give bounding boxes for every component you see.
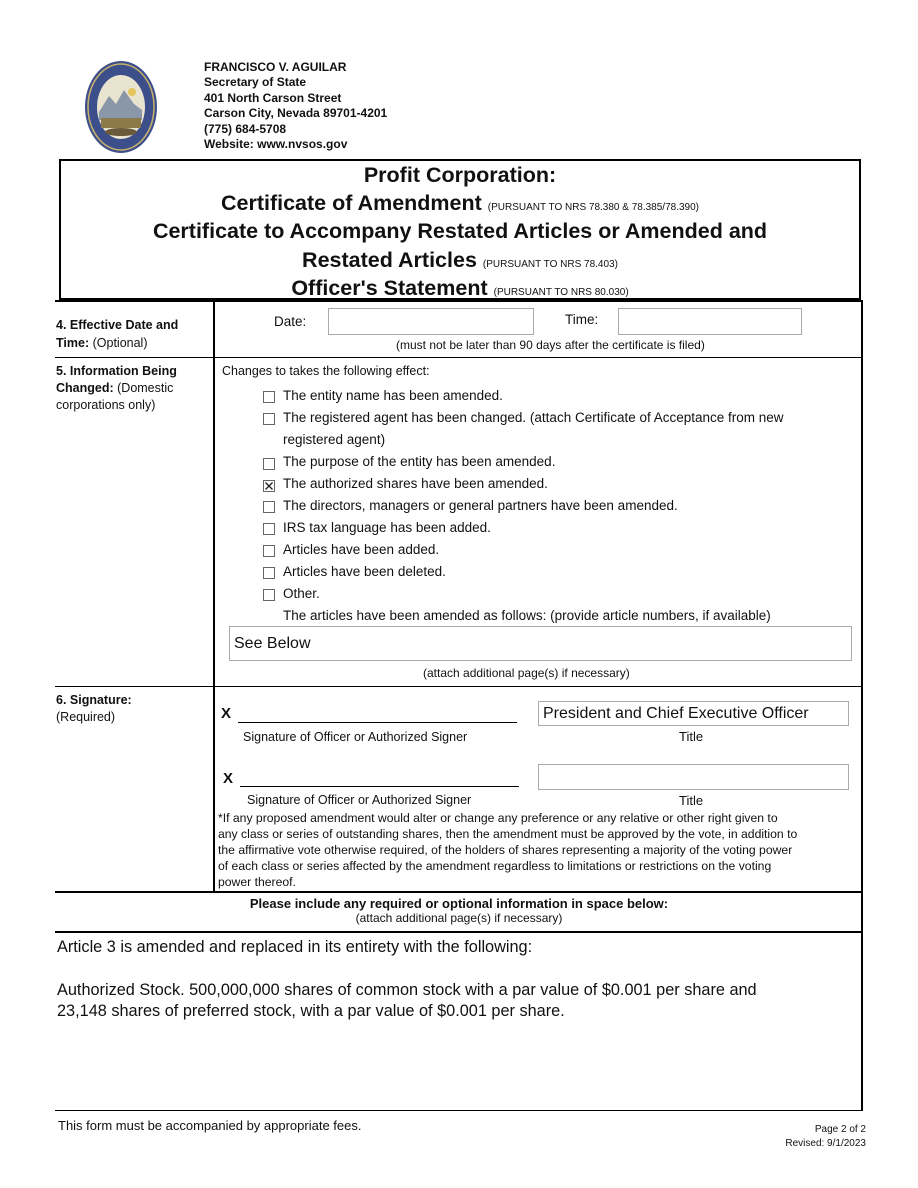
title-line5-main: Officer's Statement <box>291 276 488 300</box>
checkbox-purpose[interactable] <box>263 458 275 470</box>
effective-date-note: (must not be later than 90 days after the certificate is filed) <box>396 338 705 352</box>
option-irs-tax: IRS tax language has been added. <box>283 520 491 535</box>
section6-label-bold: 6. Signature: <box>56 693 132 707</box>
option-purpose: The purpose of the entity has been amended. <box>283 454 556 469</box>
title-line4 <box>61 248 859 273</box>
time-label: Time: <box>565 312 599 327</box>
time-field[interactable] <box>618 308 802 335</box>
signature2-x: X <box>223 770 234 787</box>
title-line3: Certificate to Accompany Restated Articles or Amended and <box>152 219 768 243</box>
additional-info-header <box>0 896 918 925</box>
checkbox-articles-deleted[interactable] <box>263 567 275 579</box>
signature1-x: X <box>221 705 232 722</box>
section5-label-domestic: (Domestic <box>117 381 174 395</box>
title-line2-main: Certificate of Amendment <box>220 191 482 215</box>
title-line4-main: Restated Articles <box>302 248 477 272</box>
footnote-line: any class or series of outstanding shares, then the amendment must be approved by the vote, in addition to <box>218 827 798 841</box>
option-registered-agent-cont: registered agent) <box>283 432 386 447</box>
title2-field[interactable] <box>538 764 849 790</box>
revised-date: Revised: 9/1/2023 <box>785 1138 866 1149</box>
additional-top-border <box>55 891 863 893</box>
option-articles-deleted: Articles have been deleted. <box>283 564 446 579</box>
signature1-caption: Signature of Officer or Authorized Signer <box>243 730 468 744</box>
section5-label-corps: corporations only) <box>56 398 156 412</box>
title1-field[interactable]: President and Chief Executive Officer <box>538 701 849 726</box>
footer-border <box>55 1110 863 1111</box>
section4-label-bold2: Time: <box>56 336 90 350</box>
footnote-line: of each class or series affected by the amendment regardless to limitations or restrictions on the voting <box>218 859 772 873</box>
title-line5 <box>61 276 859 301</box>
title2-caption: Title <box>679 793 704 808</box>
checkbox-entity-name[interactable] <box>263 391 275 403</box>
section5-label-bold1: 5. Information Being <box>56 364 177 378</box>
website: Website: www.nvsos.gov <box>204 137 348 152</box>
option-authorized-shares: The authorized shares have been amended. <box>283 476 548 491</box>
page-number: Page 2 of 2 <box>814 1124 866 1135</box>
section4-label <box>56 316 178 352</box>
additional-paragraph2-line1: Authorized Stock. 500,000,000 shares of common stock with a par value of $0.001 per share and <box>57 981 757 999</box>
section6-label-required: (Required) <box>56 710 116 724</box>
additional-paragraph1: Article 3 is amended and replaced in its entirety with the following: <box>57 938 533 956</box>
changes-intro: Changes to takes the following effect: <box>222 364 430 378</box>
fees-note: This form must be accompanied by appropriate fees. <box>58 1118 362 1133</box>
amended-prompt: The articles have been amended as follows: (provide article numbers, if available) <box>283 608 771 623</box>
signature2-caption: Signature of Officer or Authorized Signer <box>247 793 472 807</box>
section5-label <box>56 363 177 414</box>
checkbox-directors[interactable] <box>263 501 275 513</box>
footnote-line: power thereof. <box>218 875 296 889</box>
section5-top-border <box>55 357 863 358</box>
signature2-line[interactable] <box>240 786 519 787</box>
additional-paragraph2-line2: 23,148 shares of preferred stock, with a par value of $0.001 per share. <box>57 1002 565 1020</box>
section6-top-border <box>55 686 863 687</box>
section4-label-optional: (Optional) <box>92 336 148 350</box>
checkbox-other[interactable] <box>263 589 275 601</box>
title-line1: Profit Corporation: <box>363 163 557 187</box>
title-line2-note: (PURSUANT TO NRS 78.380 & 78.385/78.390) <box>487 202 700 213</box>
agency-header <box>204 60 387 152</box>
right-border <box>861 300 863 1110</box>
checkmark-x-icon <box>264 481 274 491</box>
option-articles-added: Articles have been added. <box>283 542 440 557</box>
section4-label-bold1: 4. Effective Date and <box>56 318 179 332</box>
signature1-line[interactable] <box>238 722 517 723</box>
section6-label <box>56 692 132 726</box>
checkbox-authorized-shares[interactable] <box>263 480 275 492</box>
address-line2: Carson City, Nevada 89701-4201 <box>204 106 388 121</box>
checkbox-irs-tax[interactable] <box>263 523 275 535</box>
title1-caption: Title <box>679 729 704 744</box>
address-line1: 401 North Carson Street <box>204 90 342 105</box>
footnote-line: *If any proposed amendment would alter or change any preference or any relative or other right given to <box>218 811 778 825</box>
additional-paragraph2 <box>57 980 757 1022</box>
title-line4-note: (PURSUANT TO NRS 78.403) <box>482 259 618 270</box>
option-other: Other. <box>283 586 320 601</box>
additional-subheading: (attach additional page(s) if necessary) <box>355 911 563 925</box>
title-line5-note: (PURSUANT TO NRS 80.030) <box>493 287 629 298</box>
option-directors: The directors, managers or general partners have been amended. <box>283 498 678 513</box>
footnote-line: the affirmative vote otherwise required, of the holders of shares representing a majority of the voting power <box>218 843 793 857</box>
checkbox-articles-added[interactable] <box>263 545 275 557</box>
option-entity-name: The entity name has been amended. <box>283 388 503 403</box>
title-line2 <box>61 191 859 216</box>
option-registered-agent: The registered agent has been changed. (attach Certificate of Acceptance from new <box>283 410 784 425</box>
attach-note: (attach additional page(s) if necessary) <box>423 666 630 680</box>
phone-number: (775) 684-5708 <box>204 121 287 136</box>
section5-label-bold2: Changed: <box>56 381 114 395</box>
nevada-state-seal-icon <box>84 60 158 154</box>
amendment-vote-footnote <box>218 810 797 890</box>
form-title-box <box>59 159 861 300</box>
date-field[interactable] <box>328 308 534 335</box>
amendment-text-field[interactable]: See Below <box>229 626 852 661</box>
column-divider <box>213 302 215 892</box>
official-name: FRANCISCO V. AGUILAR <box>204 60 347 74</box>
additional-body-border <box>55 931 863 933</box>
checkbox-registered-agent[interactable] <box>263 413 275 425</box>
date-label: Date: <box>274 314 307 329</box>
official-title: Secretary of State <box>204 75 307 90</box>
section4-top-border <box>55 300 863 302</box>
additional-heading: Please include any required or optional information in space below: <box>249 896 669 911</box>
